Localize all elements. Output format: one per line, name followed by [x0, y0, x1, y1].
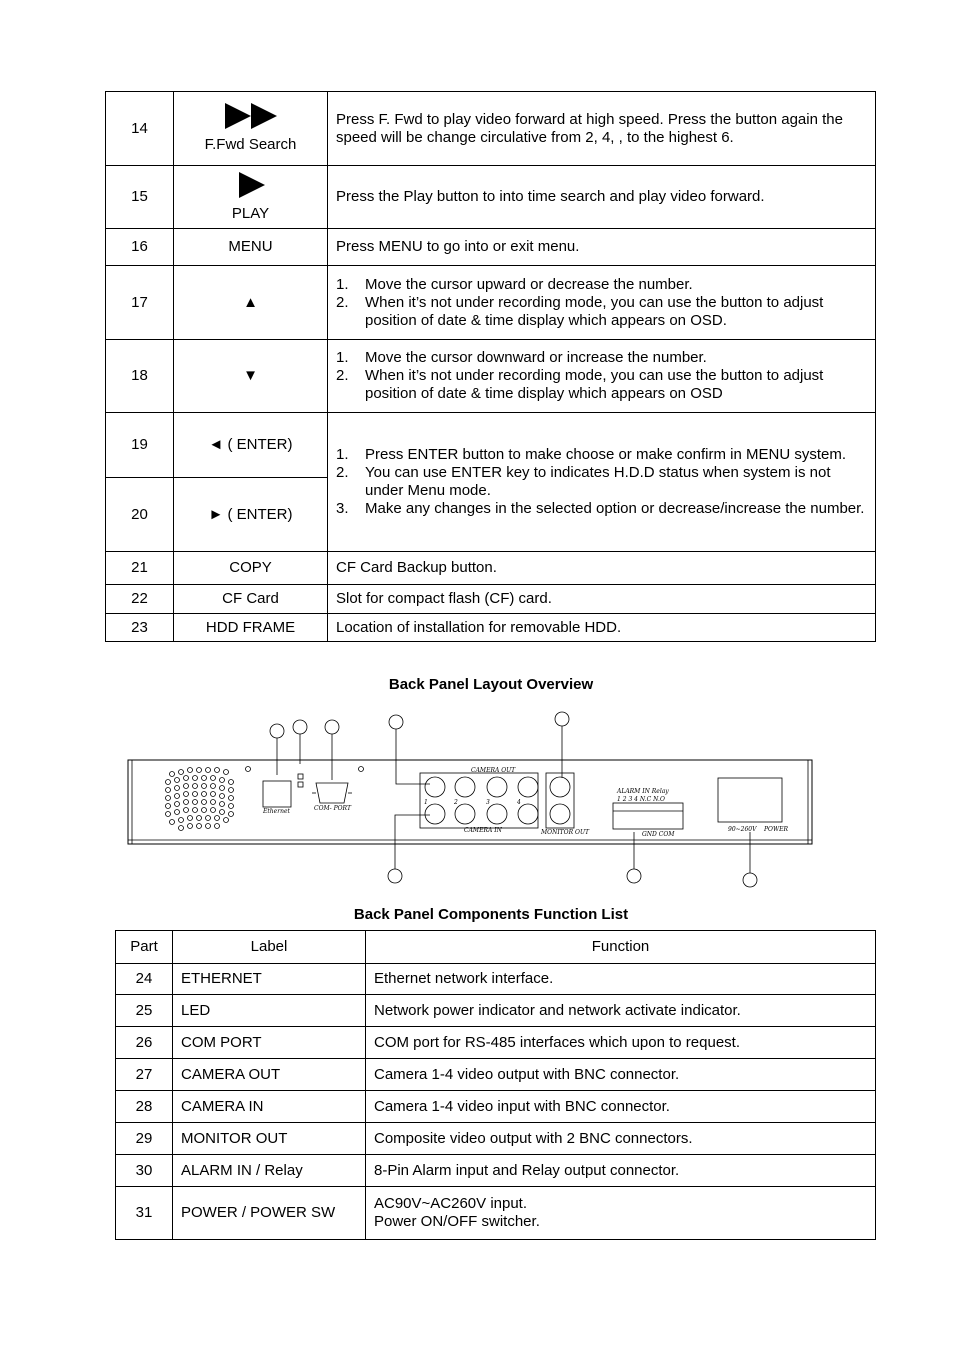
table-row: [106, 229, 876, 266]
function-list: [328, 266, 876, 340]
label-cell: MONITOR OUT: [173, 1123, 366, 1155]
gnd-com-label: GND COM: [642, 831, 675, 838]
row-number: 19: [106, 413, 174, 478]
channel-4-label: 4: [517, 799, 521, 806]
button-label: MENU: [174, 229, 328, 266]
header-label: Label: [173, 931, 366, 964]
ethernet-port-icon: [263, 781, 291, 807]
part-cell: 28: [116, 1091, 173, 1123]
button-label: CF Card: [174, 585, 328, 614]
part-cell: 29: [116, 1123, 173, 1155]
button-label: HDD FRAME: [174, 614, 328, 642]
list-item: 2. When it’s not under recording mode, you can use the button to adjust position of date & time display which appears on OSD.: [336, 293, 824, 329]
button-cell: [174, 166, 328, 229]
button-cell: [174, 92, 328, 166]
button-label: ◄ ( ENTER): [174, 413, 328, 478]
function-cell: Camera 1-4 video input with BNC connector.: [366, 1091, 876, 1123]
table-row: [116, 964, 876, 995]
function-cell: Network power indicator and network activate indicator.: [366, 995, 876, 1027]
label-cell: ETHERNET: [173, 964, 366, 995]
row-number: 16: [106, 229, 174, 266]
components-title: Back Panel Components Function List: [353, 906, 629, 923]
function-text: Location of installation for removable HDD.: [328, 614, 876, 642]
table-row: [116, 1187, 876, 1240]
button-label: COPY: [174, 552, 328, 585]
table-row: [116, 1123, 876, 1155]
part-cell: 27: [116, 1059, 173, 1091]
play-icon: [182, 172, 319, 205]
function-list: [328, 340, 876, 413]
power-label: POWER: [764, 826, 789, 833]
callout-ethernet-icon: [270, 724, 284, 738]
table-header-row: [116, 931, 876, 964]
callout-monitor-out-icon: [555, 712, 569, 726]
part-cell: 25: [116, 995, 173, 1027]
label-cell: COM PORT: [173, 1027, 366, 1059]
callout-led-icon: [293, 720, 307, 734]
part-cell: 30: [116, 1155, 173, 1187]
row-number: 21: [106, 552, 174, 585]
channel-3-label: 3: [486, 799, 490, 806]
table-row: [116, 995, 876, 1027]
back-panel-table: [115, 930, 876, 1240]
row-number: 17: [106, 266, 174, 340]
header-part: Part: [116, 931, 173, 964]
table-row: [106, 166, 876, 229]
function-line: Power ON/OFF switcher.: [374, 1213, 540, 1230]
row-number: 14: [106, 92, 174, 166]
table-row: [116, 1059, 876, 1091]
function-list: [328, 413, 876, 552]
callout-alarm-icon: [627, 869, 641, 883]
list-item: 1. Press ENTER button to make choose or make confirm in MENU system.: [336, 446, 846, 463]
table-row: [106, 92, 876, 166]
function-cell: Ethernet network interface.: [366, 964, 876, 995]
back-panel-diagram: [120, 708, 820, 893]
channel-1-label: 1: [424, 799, 428, 806]
ethernet-label: Ethernet: [263, 808, 290, 815]
list-item: 1. Move the cursor downward or increase the number.: [336, 349, 707, 366]
function-text: CF Card Backup button.: [328, 552, 876, 585]
table-row: [106, 614, 876, 642]
back-panel-title: Back Panel Layout Overview: [388, 676, 594, 693]
monitor-out-label: MONITOR OUT: [541, 829, 590, 836]
function-cell: COM port for RS-485 interfaces which upon to request.: [366, 1027, 876, 1059]
table-row: [116, 1091, 876, 1123]
label-cell: ALARM IN / Relay: [173, 1155, 366, 1187]
com-port-icon: [316, 783, 348, 803]
table-row: [106, 266, 876, 340]
list-item: 3. Make any changes in the selected option or decrease/increase the number.: [336, 500, 865, 517]
list-item: 2. You can use ENTER key to indicates H.D.D status when system is not under Menu mode.: [336, 464, 831, 499]
button-label: PLAY: [231, 204, 270, 222]
table-row: [116, 1027, 876, 1059]
part-cell: 31: [116, 1187, 173, 1240]
callout-com-icon: [325, 720, 339, 734]
up-arrow-icon: ▲: [174, 266, 328, 340]
function-cell: 8-Pin Alarm input and Relay output connector.: [366, 1155, 876, 1187]
camera-out-label: CAMERA OUT: [471, 767, 516, 774]
table-row: [106, 552, 876, 585]
label-cell: POWER / POWER SW: [173, 1187, 366, 1240]
down-arrow-icon: ▼: [174, 340, 328, 413]
camera-in-label: CAMERA IN: [464, 827, 502, 834]
table-row: [106, 340, 876, 413]
list-item: 2. When it’s not under recording mode, you can use the button to adjust position of date & time display which appears on OSD: [336, 367, 824, 402]
function-cell: Camera 1-4 video output with BNC connector.: [366, 1059, 876, 1091]
alarm-pins-label: 1 2 3 4 N.C N.O: [617, 796, 665, 803]
table-row: [106, 413, 876, 478]
table-row: [106, 585, 876, 614]
label-cell: CAMERA OUT: [173, 1059, 366, 1091]
alarm-label: ALARM IN Relay: [617, 788, 669, 795]
part-cell: 26: [116, 1027, 173, 1059]
function-line: AC90V~AC260V input.: [374, 1195, 528, 1212]
table-row: [116, 1155, 876, 1187]
power-switch-icon: [718, 778, 782, 822]
button-label: ► ( ENTER): [174, 478, 328, 552]
led-icon: [298, 774, 303, 779]
row-number: 22: [106, 585, 174, 614]
row-number: 15: [106, 166, 174, 229]
channel-2-label: 2: [454, 799, 458, 806]
function-text: Press MENU to go into or exit menu.: [328, 229, 876, 266]
callout-camera-in-icon: [388, 869, 402, 883]
callout-power-icon: [743, 873, 757, 887]
list-item: 1. Move the cursor upward or decrease the number.: [336, 275, 693, 293]
button-label: F.Fwd Search: [204, 136, 297, 153]
front-panel-table: [105, 91, 876, 642]
vent-holes-icon: [166, 768, 234, 831]
power-range-label: 90~260V: [728, 826, 757, 833]
function-text: Slot for compact flash (CF) card.: [328, 585, 876, 614]
row-number: 20: [106, 478, 174, 552]
function-text: Press the Play button to into time search and play video forward.: [328, 166, 876, 229]
function-cell: Composite video output with 2 BNC connectors.: [366, 1123, 876, 1155]
fast-forward-icon: [182, 103, 319, 136]
row-number: 23: [106, 614, 174, 642]
bnc-connector-icon: [425, 777, 445, 797]
function-cell: [366, 1187, 876, 1240]
alarm-terminal-icon: [613, 803, 683, 829]
label-cell: LED: [173, 995, 366, 1027]
function-text: Press F. Fwd to play video forward at high speed. Press the button again the speed will be change circulative from 2, 4, , to the highest 6.: [328, 92, 876, 166]
part-cell: 24: [116, 964, 173, 995]
callout-camera-out-icon: [389, 715, 403, 729]
header-function: Function: [366, 931, 876, 964]
com-port-label: COM- PORT: [314, 805, 351, 812]
label-cell: CAMERA IN: [173, 1091, 366, 1123]
row-number: 18: [106, 340, 174, 413]
